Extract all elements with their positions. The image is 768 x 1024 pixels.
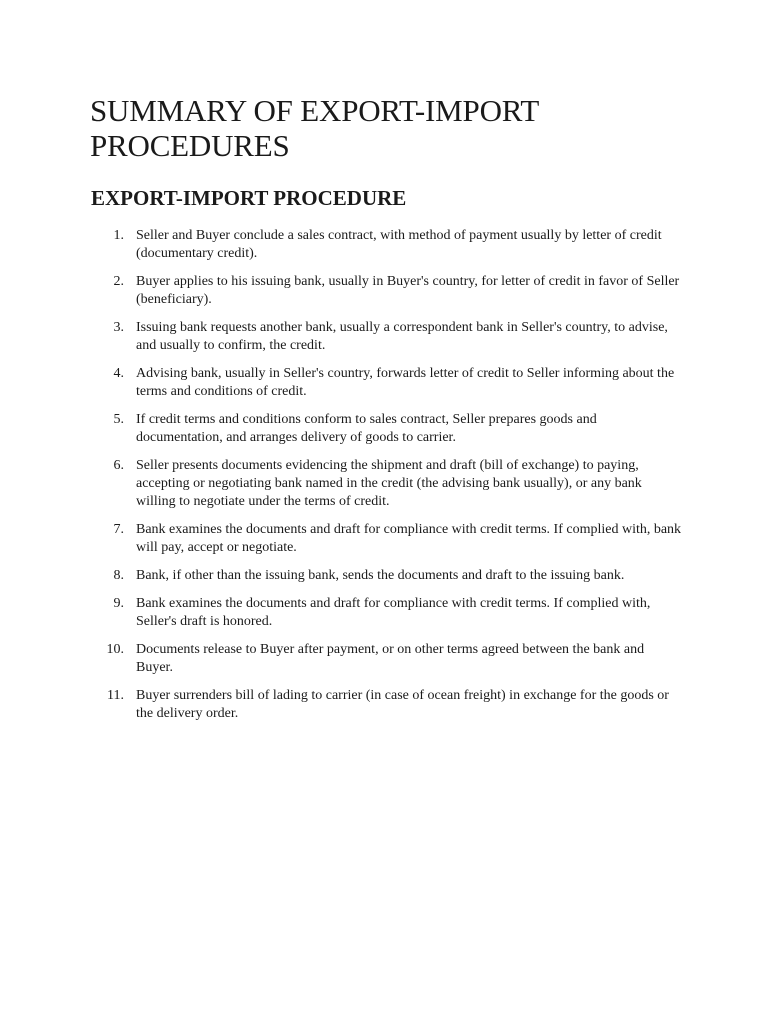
step-text: Seller and Buyer conclude a sales contract, with method of payment usually by letter of credit (documentary credit).: [136, 228, 662, 261]
step-number: 1.: [113, 228, 124, 243]
step-number: 6.: [113, 458, 124, 473]
step-number: 5.: [113, 412, 124, 427]
list-item: [90, 227, 684, 263]
list-item: [90, 521, 684, 557]
step-text: Bank examines the documents and draft for compliance with credit terms. If complied with, Seller's draft is honored.: [136, 596, 651, 629]
list-item: [90, 319, 684, 355]
step-text: Issuing bank requests another bank, usually a correspondent bank in Seller's country, to advise, and usually to confirm, the credit.: [136, 320, 668, 353]
step-number: 10.: [106, 642, 124, 657]
step-text: If credit terms and conditions conform to sales contract, Seller prepares goods and documentation, and arranges delivery of goods to carrier.: [136, 412, 597, 445]
step-text: Bank examines the documents and draft for compliance with credit terms. If complied with, bank will pay, accept or negotiate.: [136, 522, 682, 555]
list-item: [90, 641, 684, 677]
list-item: [90, 365, 684, 401]
document-page: [90, 93, 690, 733]
list-item: [90, 411, 684, 447]
step-text: Buyer applies to his issuing bank, usually in Buyer's country, for letter of credit in favor of Seller (beneficiary).: [136, 274, 680, 307]
list-item: [90, 595, 684, 631]
procedure-steps-list: [90, 227, 690, 723]
section-heading: EXPORT-IMPORT PROCEDURE: [91, 186, 407, 210]
list-item: [90, 273, 684, 309]
step-number: 2.: [113, 274, 124, 289]
list-item: [90, 687, 684, 723]
list-item: [90, 457, 684, 511]
step-number: 7.: [113, 522, 124, 537]
step-text: Bank, if other than the issuing bank, sends the documents and draft to the issuing bank.: [136, 568, 625, 583]
step-text: Documents release to Buyer after payment, or on other terms agreed between the bank and Buyer.: [136, 642, 645, 675]
step-number: 11.: [107, 688, 124, 703]
step-text: Advising bank, usually in Seller's country, forwards letter of credit to Seller informing about the terms and conditions of credit.: [136, 366, 675, 399]
document-title: SUMMARY OF EXPORT-IMPORT PROCEDURES: [90, 93, 539, 163]
step-text: Seller presents documents evidencing the shipment and draft (bill of exchange) to paying, accepting or negotiating bank named in the credit (the advising bank usually), or any bank willing to negotiate under the terms of credit.: [136, 458, 642, 509]
step-number: 4.: [113, 366, 124, 381]
step-text: Buyer surrenders bill of lading to carrier (in case of ocean freight) in exchange for the goods or the delivery order.: [136, 688, 669, 721]
step-number: 9.: [113, 596, 124, 611]
step-number: 8.: [113, 568, 124, 583]
list-item: [90, 567, 684, 585]
step-number: 3.: [113, 320, 124, 335]
